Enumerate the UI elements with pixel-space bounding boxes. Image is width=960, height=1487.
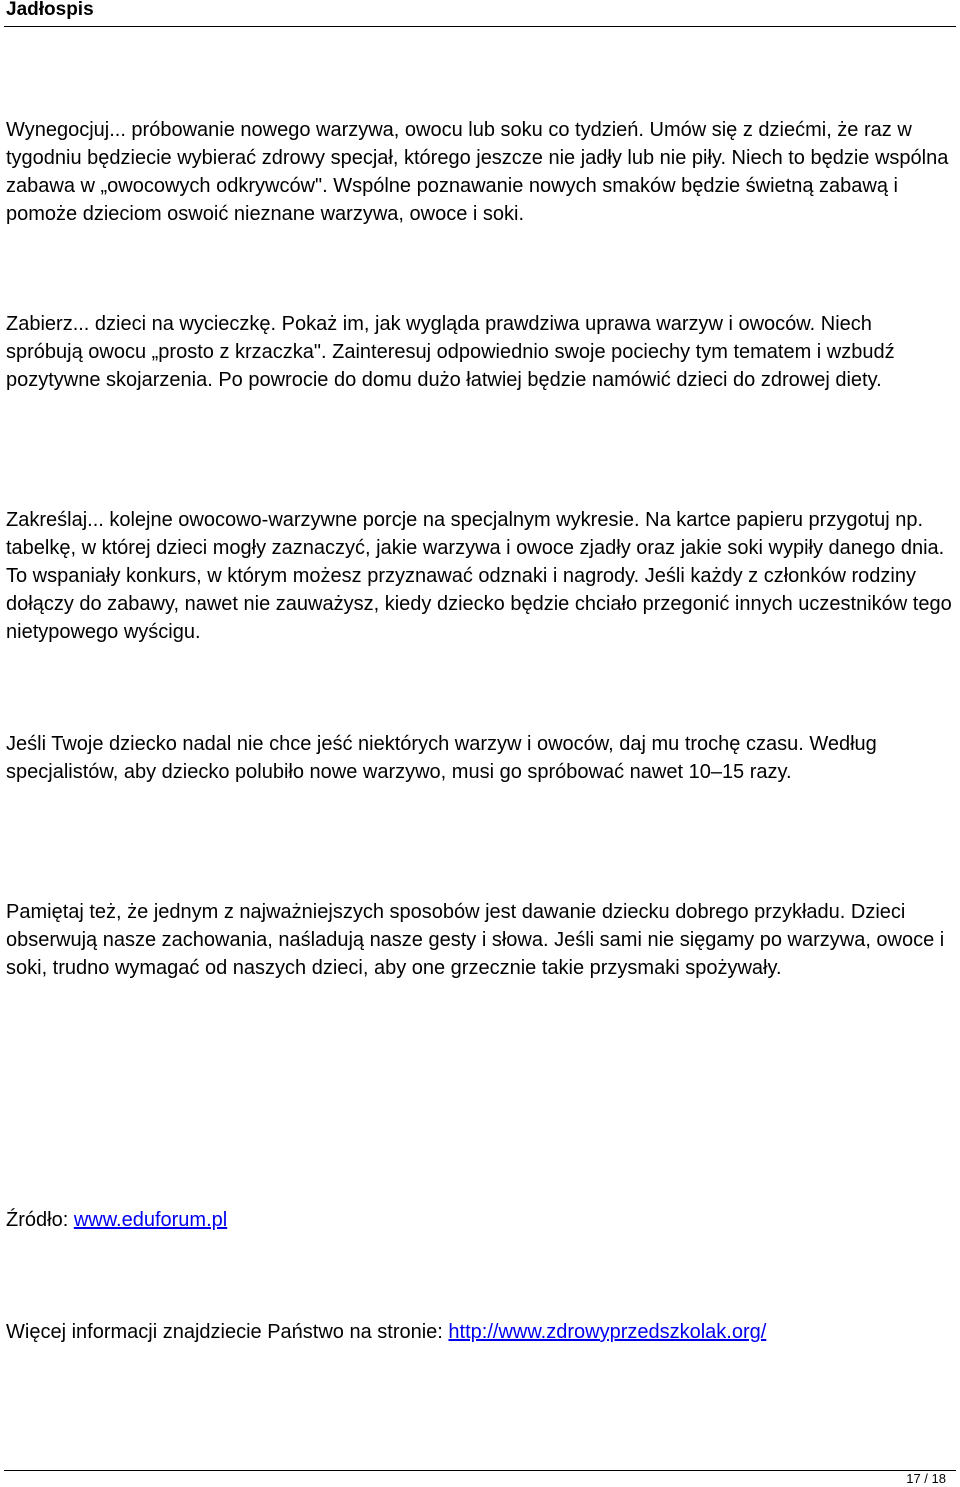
source-line [6, 1206, 954, 1234]
document-title: Jadłospis [6, 0, 94, 20]
footer-divider [4, 1470, 956, 1471]
paragraph-chart: Zakreślaj... kolejne owocowo-warzywne porcje na specjalnym wykresie. Na kartce papieru przygotuj np. tabelkę, w której dzieci mogły zaznaczyć, jakie warzywa i owoce zjadły oraz jakie soki wypiły danego dnia. To wspaniały konkurs, w którym możesz przyznawać odznaki i nagrody. Jeśli każdy z członków rodziny dołączy do zabawy, nawet nie zauważysz, kiedy dziecko będzie chciało przegonić innych uczestników tego nietypowego wyścigu. [6, 509, 952, 643]
more-info-link[interactable]: http://www.zdrowyprzedszkolak.org/ [448, 1321, 767, 1343]
page-number: 17 / 18 [906, 1471, 946, 1486]
title-divider [4, 26, 956, 27]
paragraph-negotiate: Wynegocjuj... próbowanie nowego warzywa, owocu lub soku co tydzień. Umów się z dziećmi, że raz w tygodniu będziecie wybierać zdrowy specjał, którego jeszcze nie jadły lub nie piły. Niech to będzie wspólna zabawa w „owocowych odkrywców". Wspólne poznawanie nowych smaków będzie świetną zabawą i pomoże dzieciom oswoić nieznane warzywa, owoce i soki. [6, 119, 949, 225]
source-label: Źródło: [6, 1209, 74, 1231]
source-link[interactable]: www.eduforum.pl [73, 1209, 228, 1231]
paragraph-example: Pamiętaj też, że jednym z najważniejszych sposobów jest dawanie dziecku dobrego przykładu. Dzieci obserwują nasze zachowania, naśladują nasze gesty i słowa. Jeśli sami nie sięgamy po warzywa, owoce i soki, trudno wymagać od naszych dzieci, aby one grzecznie takie przysmaki spożywały. [6, 901, 945, 979]
paragraph-trip: Zabierz... dzieci na wycieczkę. Pokaż im, jak wygląda prawdziwa uprawa warzyw i owoców. Niech spróbują owocu „prosto z krzaczka". Zainteresuj odpowiednio swoje pociechy tym tematem i wzbudź pozytywne skojarzenia. Po powrocie do domu dużo łatwiej będzie namówić dzieci do zdrowej diety. [6, 313, 895, 391]
paragraph-patience: Jeśli Twoje dziecko nadal nie chce jeść niektórych warzyw i owoców, daj mu trochę czasu. Według specjalistów, aby dziecko polubiło nowe warzywo, musi go spróbować nawet 10–15 razy. [6, 733, 877, 783]
more-info-line [6, 1318, 954, 1346]
more-info-label: Więcej informacji znajdziecie Państwo na stronie: [6, 1321, 449, 1343]
